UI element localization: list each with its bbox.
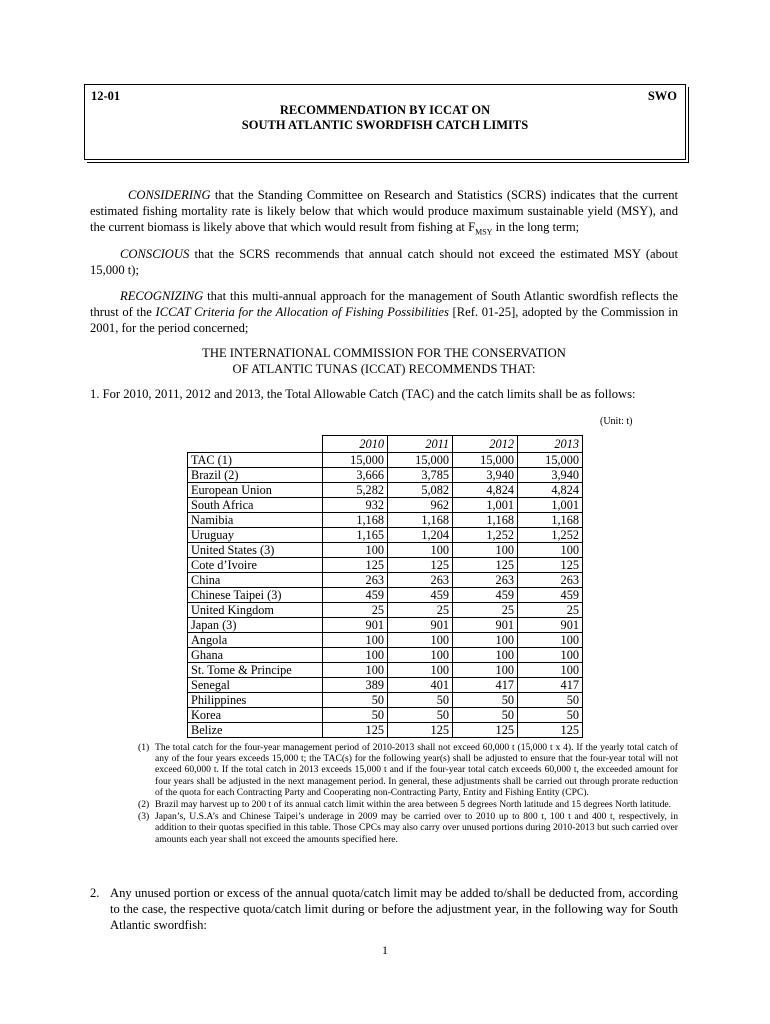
value-cell: 100 — [518, 663, 583, 678]
table-row — [188, 618, 583, 633]
value-cell: 100 — [453, 663, 518, 678]
country-cell: Chinese Taipei (3) — [188, 588, 323, 603]
value-cell: 50 — [388, 693, 453, 708]
country-cell: Brazil (2) — [188, 468, 323, 483]
value-cell: 100 — [323, 648, 388, 663]
value-cell: 100 — [518, 648, 583, 663]
considering-paragraph — [90, 188, 678, 240]
tac-table — [187, 435, 583, 738]
unit-label: (Unit: t) — [600, 416, 633, 427]
year-header: 2010 — [323, 436, 388, 453]
value-cell: 125 — [388, 723, 453, 738]
footnote — [138, 811, 678, 845]
value-cell: 100 — [388, 663, 453, 678]
table-row — [188, 708, 583, 723]
value-cell: 263 — [323, 573, 388, 588]
value-cell: 401 — [388, 678, 453, 693]
country-cell: China — [188, 573, 323, 588]
value-cell: 901 — [518, 618, 583, 633]
footnote — [138, 799, 678, 810]
table-row — [188, 633, 583, 648]
doc-code: 12-01 — [91, 89, 121, 103]
table-row — [188, 453, 583, 468]
value-cell: 50 — [518, 693, 583, 708]
table-row — [188, 483, 583, 498]
footnote-marker: (2) — [138, 799, 150, 811]
value-cell: 932 — [323, 498, 388, 513]
value-cell: 1,252 — [453, 528, 518, 543]
value-cell: 1,168 — [323, 513, 388, 528]
value-cell: 1,168 — [518, 513, 583, 528]
item-2-text: Any unused portion or excess of the annual quota/catch limit may be added to/shall be deducted from, according to the case, the respective quota/catch limit during or before the adjustment year, in the following way for South Atlantic swordfish: — [110, 886, 678, 932]
country-cell: Uruguay — [188, 528, 323, 543]
value-cell: 5,082 — [388, 483, 453, 498]
value-cell: 125 — [453, 558, 518, 573]
value-cell: 15,000 — [518, 453, 583, 468]
value-cell: 263 — [453, 573, 518, 588]
year-header: 2012 — [453, 436, 518, 453]
table-row — [188, 663, 583, 678]
doc-title-line2: SOUTH ATLANTIC SWORDFISH CATCH LIMITS — [241, 118, 529, 132]
value-cell: 5,282 — [323, 483, 388, 498]
value-cell: 50 — [323, 693, 388, 708]
value-cell: 100 — [388, 633, 453, 648]
considering-text: that the Standing Committee on Research and Statistics (SCRS) indicates that the current estimated fishing mortality rate is likely below that which would produce maximum sustainable yield (MSY), and the current biomass is likely above that which would result from fishing at F — [90, 188, 678, 234]
country-cell: South Africa — [188, 498, 323, 513]
table-row — [188, 588, 583, 603]
value-cell: 100 — [518, 543, 583, 558]
table-corner — [188, 436, 323, 453]
value-cell: 901 — [453, 618, 518, 633]
table-row — [188, 693, 583, 708]
footnote-text: Japan’s, U.S.A’s and Chinese Taipei’s underage in 2009 may be carried over to 2010 up to 800 t, 100 t and 400 t, respectively, in addition to their quotas specified in this table. Those CPCs may also carry over unused portions during 2010-2013 but such carried over amounts each year shall not exceed the amounts specified here. — [155, 811, 678, 845]
recognizing-paragraph — [90, 289, 678, 336]
species-tag: SWO — [647, 89, 677, 103]
value-cell: 389 — [323, 678, 388, 693]
value-cell: 3,666 — [323, 468, 388, 483]
value-cell: 100 — [518, 633, 583, 648]
value-cell: 459 — [388, 588, 453, 603]
table-header-row — [188, 436, 583, 453]
value-cell: 100 — [323, 633, 388, 648]
table-row — [188, 603, 583, 618]
value-cell: 125 — [323, 723, 388, 738]
value-cell: 1,204 — [388, 528, 453, 543]
value-cell: 125 — [388, 558, 453, 573]
value-cell: 417 — [518, 678, 583, 693]
value-cell: 459 — [518, 588, 583, 603]
item-2-number: 2. — [90, 886, 100, 900]
value-cell: 962 — [388, 498, 453, 513]
value-cell: 100 — [453, 648, 518, 663]
value-cell: 15,000 — [453, 453, 518, 468]
value-cell: 50 — [323, 708, 388, 723]
value-cell: 50 — [518, 708, 583, 723]
year-header: 2011 — [388, 436, 453, 453]
recognizing-text-2: [Ref. 01-25], adopted by the Commission in 2001, for the period concerned; — [90, 304, 678, 335]
country-cell: TAC (1) — [188, 453, 323, 468]
value-cell: 1,001 — [453, 498, 518, 513]
value-cell: 50 — [388, 708, 453, 723]
country-cell: United Kingdom — [188, 603, 323, 618]
doc-title — [85, 103, 685, 133]
considering-tail: in the long term; — [492, 219, 580, 234]
table-row — [188, 528, 583, 543]
page-number: 1 — [382, 943, 388, 957]
footnotes — [138, 742, 678, 846]
value-cell: 125 — [518, 558, 583, 573]
country-cell: Ghana — [188, 648, 323, 663]
value-cell: 3,940 — [518, 468, 583, 483]
value-cell: 263 — [388, 573, 453, 588]
value-cell: 50 — [453, 708, 518, 723]
value-cell: 125 — [323, 558, 388, 573]
value-cell: 263 — [518, 573, 583, 588]
recognizing-lead: RECOGNIZING — [120, 289, 204, 303]
table-row — [188, 543, 583, 558]
table-row — [188, 723, 583, 738]
value-cell: 100 — [388, 543, 453, 558]
msy-subscript: MSY — [475, 227, 493, 237]
commission-line2: OF ATLANTIC TUNAS (ICCAT) RECOMMENDS THAT: — [232, 361, 536, 376]
value-cell: 417 — [453, 678, 518, 693]
value-cell: 901 — [323, 618, 388, 633]
commission-line1: THE INTERNATIONAL COMMISSION FOR THE CONSERVATION — [202, 346, 566, 360]
value-cell: 125 — [453, 723, 518, 738]
year-header: 2013 — [518, 436, 583, 453]
header-box — [84, 84, 686, 160]
country-cell: Namibia — [188, 513, 323, 528]
value-cell: 15,000 — [323, 453, 388, 468]
value-cell: 15,000 — [388, 453, 453, 468]
value-cell: 459 — [453, 588, 518, 603]
country-cell: St. Tome & Principe — [188, 663, 323, 678]
doc-title-line1: RECOMMENDATION BY ICCAT ON — [279, 103, 491, 117]
value-cell: 1,165 — [323, 528, 388, 543]
country-cell: United States (3) — [188, 543, 323, 558]
value-cell: 1,168 — [453, 513, 518, 528]
value-cell: 4,824 — [518, 483, 583, 498]
value-cell: 1,252 — [518, 528, 583, 543]
value-cell: 25 — [323, 603, 388, 618]
conscious-paragraph — [90, 247, 678, 279]
value-cell: 100 — [388, 648, 453, 663]
value-cell: 125 — [518, 723, 583, 738]
table-row — [188, 573, 583, 588]
footnote-marker: (1) — [138, 742, 150, 753]
item-2 — [90, 886, 678, 933]
footnote — [138, 742, 678, 798]
country-cell: Belize — [188, 723, 323, 738]
commission-heading — [90, 346, 678, 377]
value-cell: 25 — [518, 603, 583, 618]
table-row — [188, 513, 583, 528]
country-cell: Senegal — [188, 678, 323, 693]
value-cell: 3,785 — [388, 468, 453, 483]
country-cell: Korea — [188, 708, 323, 723]
table-row — [188, 678, 583, 693]
value-cell: 1,168 — [388, 513, 453, 528]
value-cell: 901 — [388, 618, 453, 633]
value-cell: 100 — [323, 663, 388, 678]
value-cell: 50 — [453, 693, 518, 708]
value-cell: 459 — [323, 588, 388, 603]
table-row — [188, 498, 583, 513]
value-cell: 100 — [453, 543, 518, 558]
footnote-text: The total catch for the four-year management period of 2010-2013 shall not exceed 60,000 t (15,000 t x 4). If the yearly total catch of any of the four years exceeds 15,000 t; the TAC(s) for the following year(s) shall be adjusted to ensure that the four-year total will not exceed 60,000 t. If the total catch in 2013 exceeds 15,000 t and if the four-year total catch exceeds 60,000 t, the exceeded amount for four years shall be adjusted in the next management period. In general, these adjustments shall be carried out through prorate reduction of the quota for each Contracting Party and Cooperating non-Contracting Party, Entity and Fishing Entity (CPC). — [155, 742, 678, 798]
value-cell: 3,940 — [453, 468, 518, 483]
considering-lead: CONSIDERING — [128, 188, 211, 202]
recognizing-text-1: that this multi-annual approach for the management of South Atlantic swordfish reflects the thrust of the — [90, 289, 678, 319]
country-cell: Philippines — [188, 693, 323, 708]
footnote-text: Brazil may harvest up to 200 t of its annual catch limit within the area between 5 degrees North latitude and 15 degrees North latitude. — [155, 799, 672, 811]
conscious-text: that the SCRS recommends that annual catch should not exceed the estimated MSY (about 15,000 t); — [90, 247, 678, 277]
footnote-marker: (3) — [138, 811, 150, 823]
country-cell: European Union — [188, 483, 323, 498]
country-cell: Angola — [188, 633, 323, 648]
value-cell: 25 — [453, 603, 518, 618]
value-cell: 100 — [323, 543, 388, 558]
value-cell: 1,001 — [518, 498, 583, 513]
table-row — [188, 558, 583, 573]
value-cell: 100 — [453, 633, 518, 648]
conscious-lead: CONSCIOUS — [120, 247, 190, 261]
table-row — [188, 468, 583, 483]
country-cell: Japan (3) — [188, 618, 323, 633]
table-row — [188, 648, 583, 663]
item-1: 1. For 2010, 2011, 2012 and 2013, the Total Allowable Catch (TAC) and the catch limits shall be as follows: — [90, 387, 636, 401]
value-cell: 25 — [388, 603, 453, 618]
country-cell: Cote d’Ivoire — [188, 558, 323, 573]
iccat-criteria-title: ICCAT Criteria for the Allocation of Fishing Possibilities — [155, 304, 449, 319]
value-cell: 4,824 — [453, 483, 518, 498]
